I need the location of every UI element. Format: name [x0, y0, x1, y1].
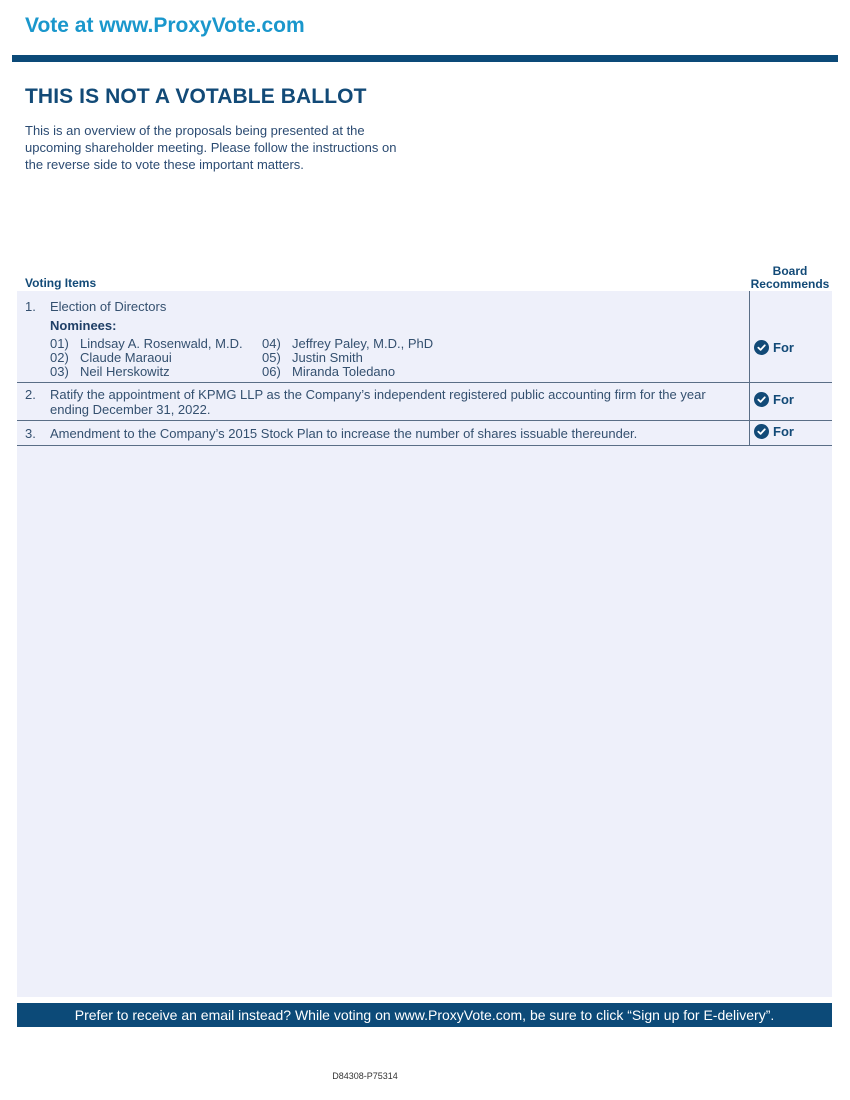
nominee-name: Neil Herskowitz	[80, 364, 170, 379]
document-code: D84308-P75314	[332, 1071, 398, 1081]
nominee-number: 06)	[262, 364, 281, 379]
nominee-number: 04)	[262, 336, 281, 351]
recommendation-label: For	[773, 392, 794, 407]
nominee-number: 02)	[50, 350, 69, 365]
item-text: Amendment to the Company’s 2015 Stock Plan to increase the number of shares issuable thereunder.	[50, 426, 638, 441]
intro-line: This is an overview of the proposals being presented at the	[25, 123, 365, 138]
row-divider	[17, 445, 832, 446]
nominee-name: Lindsay A. Rosenwald, M.D.	[80, 336, 243, 351]
check-circle-icon	[754, 392, 769, 407]
nominee-number: 01)	[50, 336, 69, 351]
board-recommendation	[754, 424, 794, 439]
item-text-line: Ratify the appointment of KPMG LLP as the Company’s independent registered public accounting firm for the year	[50, 387, 706, 402]
recommend-column-divider	[749, 291, 750, 445]
item-text: Election of Directors	[50, 299, 167, 314]
board-recommendation	[754, 340, 794, 355]
intro-line: upcoming shareholder meeting. Please follow the instructions on	[25, 140, 397, 155]
voting-items-header: Voting Items	[25, 276, 97, 290]
item-text-line: ending December 31, 2022.	[50, 402, 211, 417]
nominee-name: Claude Maraoui	[80, 350, 172, 365]
intro-text	[25, 122, 425, 173]
e-delivery-banner: Prefer to receive an email instead? While voting on www.ProxyVote.com, be sure to click “Sign up for E-delivery”.	[17, 1003, 832, 1027]
nominee-name: Miranda Toledano	[292, 364, 396, 379]
board-recommends-header	[748, 265, 832, 291]
row-divider	[17, 382, 832, 383]
nominee-number: 05)	[262, 350, 281, 365]
check-circle-icon	[754, 340, 769, 355]
header-divider	[12, 55, 838, 62]
board-header-line: Board	[772, 264, 808, 278]
board-recommendation	[754, 392, 794, 407]
row-divider	[17, 420, 832, 421]
recommendation-label: For	[773, 340, 794, 355]
nominee-name: Jeffrey Paley, M.D., PhD	[292, 336, 434, 351]
page-title: THIS IS NOT A VOTABLE BALLOT	[25, 85, 367, 108]
intro-line: the reverse side to vote these important matters.	[25, 157, 304, 172]
recommendation-label: For	[773, 424, 794, 439]
nominees-label: Nominees:	[50, 318, 117, 333]
item-number: 2.	[25, 387, 36, 402]
board-header-line: Recommends	[750, 277, 830, 291]
item-number: 3.	[25, 426, 36, 441]
item-number: 1.	[25, 299, 36, 314]
item-text	[50, 387, 746, 417]
nominee-name: Justin Smith	[292, 350, 363, 365]
proxyvote-link[interactable]: Vote at www.ProxyVote.com	[25, 14, 305, 37]
nominee-number: 03)	[50, 364, 69, 379]
check-circle-icon	[754, 424, 769, 439]
